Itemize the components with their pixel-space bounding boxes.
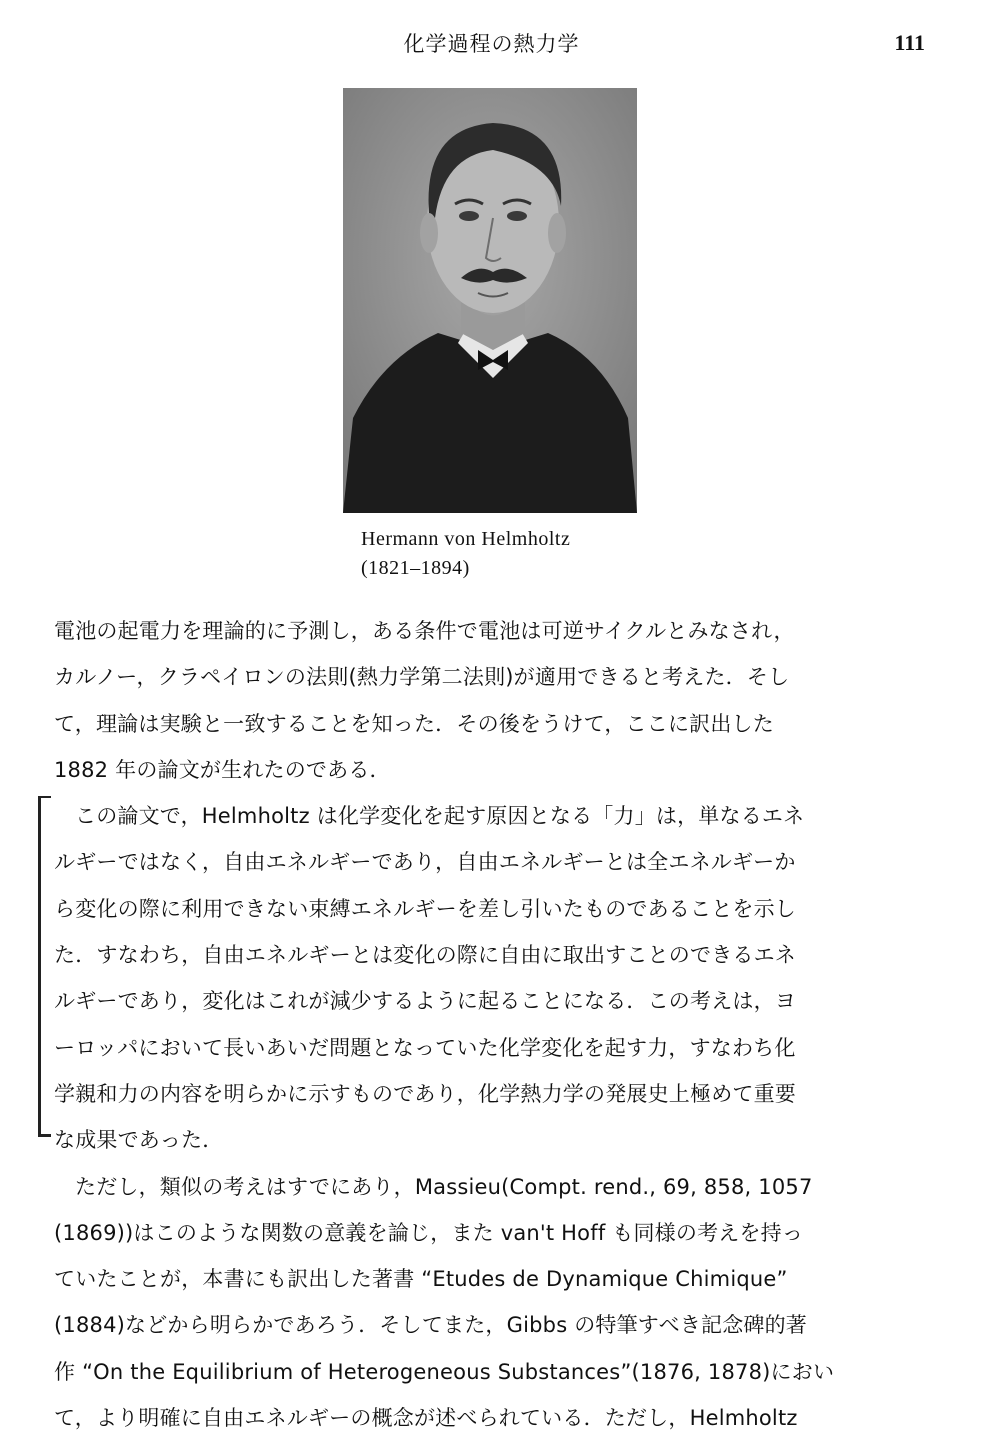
text-line: (1869))はこのような関数の意義を論じ，また van't Hoff も同様の考えを持っ bbox=[54, 1220, 804, 1245]
margin-bracket-mark bbox=[38, 796, 51, 1137]
text-line: ーロッパにおいて長いあいだ問題となっていた化学変化を起す力，すなわち化 bbox=[54, 1035, 796, 1060]
body-text bbox=[54, 608, 932, 1441]
portrait-photo bbox=[343, 88, 637, 513]
portrait-illustration bbox=[343, 88, 637, 513]
portrait-caption bbox=[361, 525, 570, 583]
running-header-title: 化学過程の熱力学 bbox=[403, 32, 580, 56]
paragraph-1 bbox=[54, 608, 932, 793]
text-line: 学親和力の内容を明らかに示すものであり，化学熱力学の発展史上極めて重要 bbox=[54, 1081, 796, 1106]
text-line: 電池の起電力を理論的に予測し，ある条件で電池は可逆サイクルとみなされ， bbox=[54, 619, 795, 643]
paragraph-3 bbox=[54, 1164, 932, 1441]
text-line: た．すなわち，自由エネルギーとは変化の際に自由に取出すことのできるエネ bbox=[54, 943, 796, 968]
caption-years: (1821–1894) bbox=[361, 557, 470, 579]
text-line: ら変化の際に利用できない束縛エネルギーを差し引いたものであることを示し bbox=[54, 896, 796, 921]
text-line: ただし，類似の考えはすでにあり，Massieu(Compt. rend., 69, 858, 1057 bbox=[75, 1174, 813, 1199]
paragraph-2 bbox=[54, 793, 932, 1163]
text-line: ていたことが，本書にも訳出した著書 “Etudes de Dynamique Chimique” bbox=[54, 1267, 788, 1292]
text-line: て，より明確に自由エネルギーの概念が述べられている．ただし，Helmholtz bbox=[54, 1406, 798, 1431]
text-line: ルギーであり，変化はこれが減少するように起ることになる．この考えは，ヨ bbox=[54, 989, 796, 1014]
text-line: 1882 年の論文が生れたのである． bbox=[54, 757, 391, 782]
page-number: 111 bbox=[894, 30, 925, 55]
text-line: (1884)などから明らかであろう．そしてまた，Gibbs の特筆すべき記念碑的著 bbox=[54, 1313, 807, 1338]
text-line: な成果であった． bbox=[54, 1128, 224, 1153]
text-line: ルギーではなく，自由エネルギーであり，自由エネルギーとは全エネルギーか bbox=[54, 850, 796, 875]
text-line: カルノー，クラペイロンの法則(熱力学第二法則)が適用できると考えた．そし bbox=[54, 665, 790, 690]
caption-name: Hermann von Helmholtz bbox=[361, 528, 571, 550]
text-line: て，理論は実験と一致することを知った．その後をうけて，ここに訳出した bbox=[54, 711, 774, 736]
text-line: この論文で，Helmholtz は化学変化を起す原因となる「力」は，単なるエネ bbox=[75, 804, 805, 829]
text-line: 作 “On the Equilibrium of Heterogeneous Substances”(1876, 1878)におい bbox=[54, 1359, 835, 1384]
